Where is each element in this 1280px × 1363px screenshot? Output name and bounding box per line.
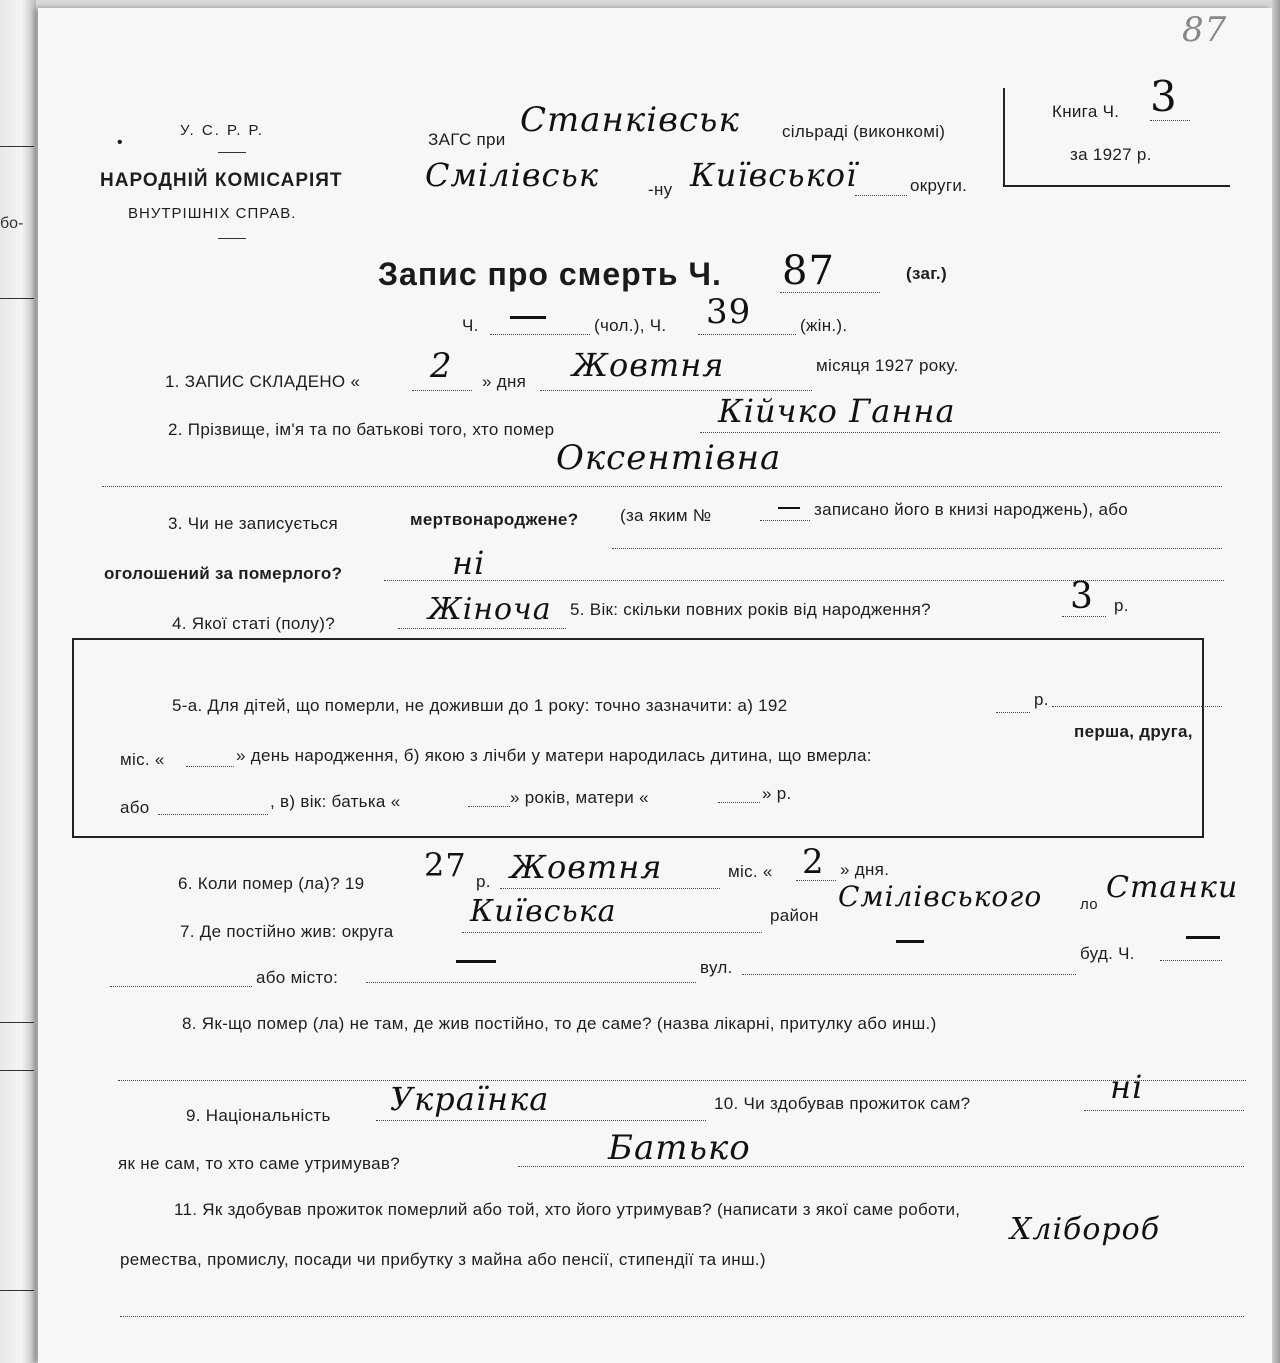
item3-label-a: 3. Чи не записується: [168, 514, 338, 533]
item7-label: 7. Де постійно жив: округа: [180, 922, 394, 941]
item1-label: 1. ЗАПИС СКЛАДЕНО «: [165, 372, 361, 391]
item5a-line3-d: » р.: [762, 784, 792, 803]
item5-age-label: 5. Вік: скільки повних років від народження?: [570, 600, 931, 619]
item5a-line2-b: » день народження, б) якою з лічби у матери народилась дитина, що вмерла:: [236, 746, 872, 765]
item1-month-dots: [540, 390, 812, 391]
zags-prefix: ЗАГС при: [428, 130, 506, 149]
item3-number-dash: [778, 507, 800, 509]
item1-month-handwritten: Жовтня: [572, 346, 725, 384]
item4-sex-dots: [398, 628, 566, 629]
commissariat-line1: НАРОДНІЙ КОМІСАРІЯТ: [100, 170, 343, 191]
item6-day-dots: [796, 880, 836, 881]
item6-day-suffix: » дня.: [840, 860, 890, 879]
item5a-order-dots: [158, 814, 268, 815]
item6-month-dots: [500, 888, 720, 889]
item7-building-label: буд. Ч.: [1080, 944, 1135, 963]
record-title-suffix: (заг.): [906, 264, 947, 283]
district-handwritten: Смілівськ: [425, 156, 599, 194]
left-page-rule: [0, 1290, 34, 1291]
item2-name2-handwritten: Оксентівна: [556, 438, 782, 478]
left-page-rule: [0, 146, 34, 147]
item5a-box: [72, 638, 1204, 838]
item7-building-dash: [1186, 936, 1220, 939]
item4-sex-handwritten: Жіноча: [428, 592, 552, 627]
item1-day-suffix: » дня: [482, 372, 527, 391]
item7-rayon-handwritten: Смілівського: [838, 880, 1043, 913]
zags-council-handwritten: Станківськ: [520, 100, 740, 140]
male-count-dash: [510, 316, 546, 319]
item6-month-label: міс. «: [728, 862, 773, 881]
item11-occupation-handwritten: Хлібороб: [1010, 1212, 1161, 1247]
okruha-dots: [855, 195, 907, 196]
item5-age-suffix: р.: [1114, 596, 1129, 615]
female-count-dots: [698, 334, 796, 335]
corner-page-number: 87: [1182, 10, 1228, 50]
item10-answer-dots: [1084, 1110, 1244, 1111]
left-page-rule: [0, 298, 34, 299]
item4-label: 4. Якої статі (полу)?: [172, 614, 335, 633]
item5a-line1: 5-а. Для дітей, що померли, не доживши до 1 року: точно зазначити: а) 192: [172, 696, 788, 715]
record-title: Запис про смерть Ч.: [378, 256, 722, 292]
item11-label2: ремества, промислу, посади чи прибутку з майна або пенсії, стипендії та инш.): [120, 1250, 766, 1269]
item5a-line3-a: або: [120, 798, 150, 817]
item10-answer-handwritten: ні: [1110, 1068, 1144, 1106]
item6-label: 6. Коли помер (ла)? 19: [178, 874, 365, 893]
item3-label-bold: мертвонароджене?: [410, 510, 579, 529]
item6-day-handwritten: 2: [802, 842, 825, 882]
female-count-label: (жін.).: [800, 316, 848, 335]
record-number-handwritten: 87: [782, 248, 835, 294]
item5a-father-age-dots: [468, 806, 510, 807]
item3-label-c: записано його в книзі народжень), або: [814, 500, 1129, 519]
zags-council-suffix: сільраді (виконкомі): [782, 122, 946, 141]
item1-day-handwritten: 2: [430, 346, 453, 386]
item3-number-dots: [760, 520, 810, 521]
item9-nationality-dots: [376, 1120, 706, 1121]
header-divider: [218, 152, 246, 153]
item5a-year-dots: [996, 712, 1030, 713]
item5a-line1-end: р.: [1034, 690, 1049, 709]
item5a-line2-bold: перша, друга,: [1074, 722, 1193, 741]
item5-age-dots: [1062, 616, 1106, 617]
item3-line-dots: [612, 548, 1222, 549]
okruha-suffix: округи.: [910, 176, 968, 195]
male-count-label: (чол.), Ч.: [594, 316, 667, 335]
left-page-edge: [0, 0, 36, 1363]
item6-year-suffix: р.: [476, 872, 491, 891]
item3-answer-dots: [384, 580, 1224, 581]
item5a-month-dots: [186, 766, 234, 767]
item2-name-dots: [700, 432, 1220, 433]
left-page-rule: [0, 1022, 34, 1023]
item5a-mother-age-dots: [718, 802, 760, 803]
item11-label: 11. Як здобував прожиток померлий або той, хто його утримував? (написати з якої саме роботи,: [174, 1200, 961, 1219]
book-label: Книга Ч.: [1052, 102, 1120, 121]
page-edge-shadow: [1272, 0, 1280, 1363]
bullet-mark: •: [117, 134, 123, 151]
item7-city-label: або місто:: [256, 968, 339, 987]
item9-nationality-handwritten: Українка: [390, 1080, 550, 1118]
item10-label: 10. Чи здобував прожиток сам?: [714, 1094, 971, 1113]
item6-month-handwritten: Жовтня: [510, 848, 663, 886]
item7-city-dash: [456, 960, 496, 963]
item7-city-lead-dots: [110, 986, 252, 987]
item2-name-handwritten: Кійчко Ганна: [718, 392, 956, 430]
item2-label: 2. Прізвище, ім'я та по батькові того, хто помер: [168, 420, 555, 439]
item7-street-label: вул.: [700, 958, 733, 977]
commissariat-line2: ВНУТРІШНІХ СПРАВ.: [128, 205, 297, 222]
item5a-line1-tail-dots: [1052, 706, 1222, 707]
item1-day-dots: [412, 390, 472, 391]
item7-building-dots: [1160, 960, 1222, 961]
item7-selo-label: ло: [1080, 896, 1098, 913]
item3-label-b: (за яким №: [620, 506, 712, 525]
supported-dots: [518, 1166, 1244, 1167]
item8-answer-dots: [118, 1080, 1246, 1081]
item1-tail: місяця 1927 року.: [816, 356, 959, 375]
usrr-label: У. С. Р. Р.: [180, 122, 264, 139]
item2-line2-dots: [102, 486, 1222, 487]
item3-label2-bold: оголошений за померлого?: [104, 564, 343, 583]
left-page-rule: [0, 1070, 34, 1071]
book-year: за 1927 р.: [1070, 145, 1152, 164]
item5a-line2-a: міс. «: [120, 750, 165, 769]
item6-year-handwritten: 27: [424, 846, 467, 884]
left-page-fragment: бо-: [0, 215, 24, 232]
item5a-line3-c: » років, матери «: [510, 788, 649, 807]
item9-label: 9. Національність: [186, 1106, 331, 1125]
item7-okruha-dots: [462, 932, 762, 933]
item7-street-dots: [742, 974, 1076, 975]
book-number-dots: [1150, 120, 1190, 121]
item5-age-handwritten: 3: [1070, 576, 1094, 617]
item7-line-dash: [896, 940, 924, 943]
record-number-dots: [780, 292, 880, 293]
supported-handwritten: Батько: [608, 1128, 751, 1168]
book-number-handwritten: 3: [1150, 72, 1178, 121]
counts-prefix: Ч.: [462, 316, 479, 335]
item3-answer-handwritten: ні: [452, 544, 486, 582]
female-count-handwritten: 39: [706, 292, 752, 332]
supported-label: як не сам, то хто саме утримував?: [118, 1154, 400, 1173]
item5a-line3-b: , в) вік: батька «: [270, 792, 401, 811]
item7-selo-handwritten: Станки: [1106, 870, 1239, 905]
item8-label: 8. Як-що помер (ла) не там, де жив постійно, то де саме? (назва лікарні, притулку або инш.): [182, 1014, 937, 1033]
header-divider: [218, 238, 246, 239]
district-suffix: -ну: [648, 180, 673, 199]
okruha-handwritten: Київської: [690, 156, 858, 194]
item7-city-dots: [366, 982, 696, 983]
item7-rayon-label: район: [770, 906, 819, 925]
item11-answer-dots: [120, 1316, 1244, 1317]
male-count-dots: [490, 334, 590, 335]
item7-okruha-handwritten: Київська: [470, 894, 617, 929]
